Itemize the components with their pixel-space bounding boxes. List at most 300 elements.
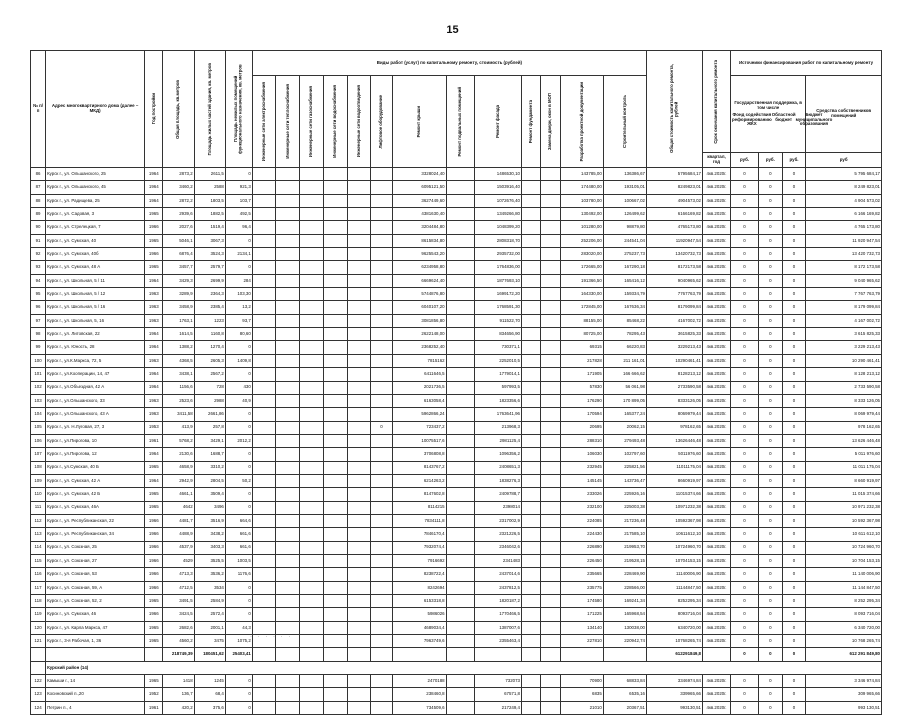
cell-found bbox=[521, 354, 540, 367]
cell-roof: 6153318,8 bbox=[392, 595, 446, 608]
cell-base bbox=[446, 608, 474, 621]
cell-term: 4кв.2020г. bbox=[703, 434, 731, 447]
cell-total: 11920947,54 bbox=[647, 234, 703, 247]
cell-base bbox=[446, 234, 474, 247]
cell-e2 bbox=[276, 434, 300, 447]
cell-addr: Курск г., ул. Сумская, 46 bbox=[46, 608, 145, 621]
cell-e3 bbox=[300, 274, 324, 287]
cell-e3 bbox=[300, 234, 324, 247]
cell-facade: 217249,4 bbox=[474, 701, 521, 714]
table-row bbox=[31, 408, 882, 421]
cell-s2: 0 bbox=[759, 408, 783, 421]
cell-facade: 1823356,6 bbox=[474, 394, 521, 407]
cell-lift bbox=[371, 474, 393, 487]
cell-e4 bbox=[323, 461, 347, 474]
cell-a3: 1003,5 bbox=[225, 554, 252, 567]
cell-proj: 224430 bbox=[560, 528, 603, 541]
cell-n: 93 bbox=[31, 261, 46, 274]
cell-base bbox=[446, 301, 474, 314]
cell-lift bbox=[371, 461, 393, 474]
cell-e2 bbox=[276, 541, 300, 554]
cell-facade: 2355463,4 bbox=[474, 635, 521, 648]
cell-found bbox=[521, 595, 540, 608]
cell-facade: 730371,1 bbox=[474, 341, 521, 354]
cell-proj: 235775 bbox=[560, 581, 603, 594]
cell-base bbox=[446, 688, 474, 701]
header-work-project: Разработка проектной документации bbox=[560, 76, 603, 168]
cell-e3 bbox=[300, 501, 324, 514]
cell-roof: 4689034,4 bbox=[392, 621, 446, 634]
cell-total: 6166169,82 bbox=[647, 208, 703, 221]
cell-e2 bbox=[276, 208, 300, 221]
cell-facade: 2408651,3 bbox=[474, 461, 521, 474]
cell-total: 993130,51 bbox=[647, 701, 703, 714]
cell-n: 111 bbox=[31, 501, 46, 514]
cell-a2: 257,8 bbox=[194, 421, 225, 434]
cell-doors bbox=[541, 488, 560, 501]
header-living-area: Площадь жилых частей здания, кв. метров bbox=[194, 51, 225, 168]
cell-e3 bbox=[300, 488, 324, 501]
table-row bbox=[31, 394, 882, 407]
cell-a2: 2611,5 bbox=[194, 168, 225, 181]
cell-lift bbox=[371, 341, 393, 354]
cell-term: 4кв.2020г. bbox=[703, 675, 731, 688]
cell-lift bbox=[371, 368, 393, 381]
cell-found bbox=[521, 688, 540, 701]
table-row bbox=[31, 688, 882, 701]
cell-found bbox=[521, 314, 540, 327]
subtotal-s3: 0 bbox=[782, 648, 806, 661]
cell-e3 bbox=[300, 595, 324, 608]
cell-a3: 0 bbox=[225, 461, 252, 474]
cell-proj: 233026 bbox=[560, 488, 603, 501]
cell-e2 bbox=[276, 621, 300, 634]
cell-a1: 2130,6 bbox=[163, 448, 194, 461]
cell-e4 bbox=[323, 541, 347, 554]
header-works-group: Виды работ (услуг) по капитальному ремонту, стоимость (рублей) bbox=[252, 51, 646, 76]
cell-lift bbox=[371, 568, 393, 581]
cell-facade: 67571,8 bbox=[474, 688, 521, 701]
cell-addr: Курск г., ул.Объездная, 42 А bbox=[46, 381, 145, 394]
cell-s3: 0 bbox=[782, 354, 806, 367]
cell-s1: 0 bbox=[731, 168, 759, 181]
cell-e4 bbox=[323, 701, 347, 714]
cell-a1: 413,9 bbox=[163, 421, 194, 434]
cell-s2: 0 bbox=[759, 394, 783, 407]
subtotal-s2: 0 bbox=[759, 648, 783, 661]
cell-e5 bbox=[347, 394, 371, 407]
cell-s1: 0 bbox=[731, 261, 759, 274]
cell-ctrl: 217236,48 bbox=[603, 514, 646, 527]
cell-lift bbox=[371, 541, 393, 554]
cell-e3 bbox=[300, 514, 324, 527]
cell-ctrl: 165377,24 bbox=[603, 408, 646, 421]
cell-doors bbox=[541, 474, 560, 487]
cell-e5 bbox=[347, 408, 371, 421]
cell-a1: 4712,5 bbox=[163, 581, 194, 594]
cell-term: 4кв.2020г. bbox=[703, 635, 731, 648]
cell-ctrl: 225926,16 bbox=[603, 488, 646, 501]
cell-e1 bbox=[252, 314, 276, 327]
cell-ctrl: 219528,15 bbox=[603, 554, 646, 567]
cell-year: 1964 bbox=[145, 194, 163, 207]
table-row bbox=[31, 528, 882, 541]
cell-total: 7767763,79 bbox=[647, 288, 703, 301]
cell-s3: 0 bbox=[782, 381, 806, 394]
cell-e5 bbox=[347, 168, 371, 181]
cell-found bbox=[521, 514, 540, 527]
cell-lift bbox=[371, 501, 393, 514]
cell-s1: 0 bbox=[731, 488, 759, 501]
cell-e1 bbox=[252, 421, 276, 434]
cell-a1: 5768,2 bbox=[163, 434, 194, 447]
cell-total: 8333126,05 bbox=[647, 394, 703, 407]
cell-e3 bbox=[300, 261, 324, 274]
cell-n: 110 bbox=[31, 488, 46, 501]
cell-facade: 213968,3 bbox=[474, 421, 521, 434]
cell-s1: 0 bbox=[731, 675, 759, 688]
cell-year: 1966 bbox=[145, 608, 163, 621]
cell-own: 8 252 295,34 bbox=[806, 595, 882, 608]
cell-e2 bbox=[276, 221, 300, 234]
cell-lift bbox=[371, 394, 393, 407]
cell-found bbox=[521, 568, 540, 581]
cell-roof: 3627449,60 bbox=[392, 194, 446, 207]
cell-lift bbox=[371, 528, 393, 541]
cell-roof: 5986026 bbox=[392, 608, 446, 621]
cell-s1: 0 bbox=[731, 288, 759, 301]
cell-a3: 0 bbox=[225, 688, 252, 701]
cell-e2 bbox=[276, 314, 300, 327]
cell-addr: Курск г., ул. Радищева, 25 bbox=[46, 194, 145, 207]
cell-own: 8 172 173,58 bbox=[806, 261, 882, 274]
cell-doors bbox=[541, 368, 560, 381]
cell-ctrl: 85468,22 bbox=[603, 314, 646, 327]
cell-a3: 0 bbox=[225, 581, 252, 594]
cell-addr: Курск г., ул. Школьная, 5 / 12 bbox=[46, 288, 145, 301]
cell-own: 4 167 002,72 bbox=[806, 314, 882, 327]
header-address: Адрес многоквартирного дома (далее – МКД) bbox=[46, 51, 145, 168]
cell-a1: 1156,6 bbox=[163, 381, 194, 394]
cell-own: 10 611 612,10 bbox=[806, 528, 882, 541]
cell-s3: 0 bbox=[782, 581, 806, 594]
cell-ctrl: 219953,70 bbox=[603, 541, 646, 554]
scan-marks: · · · · · · bbox=[250, 634, 293, 640]
cell-own: 10 704 153,15 bbox=[806, 554, 882, 567]
cell-a1: 4481,7 bbox=[163, 514, 194, 527]
cell-a2: 2584,9 bbox=[194, 595, 225, 608]
cell-e3 bbox=[300, 341, 324, 354]
subtotal-base bbox=[446, 648, 474, 661]
cell-e2 bbox=[276, 448, 300, 461]
cell-e2 bbox=[276, 368, 300, 381]
cell-e3 bbox=[300, 675, 324, 688]
cell-a2: 2001,1 bbox=[194, 621, 225, 634]
cell-a1: 4537,9 bbox=[163, 541, 194, 554]
cell-s1: 0 bbox=[731, 514, 759, 527]
cell-own: 10 290 461,41 bbox=[806, 354, 882, 367]
cell-doors bbox=[541, 301, 560, 314]
cell-base bbox=[446, 341, 474, 354]
cell-year: 1965 bbox=[145, 234, 163, 247]
cell-a1: 420,2 bbox=[163, 701, 194, 714]
cell-year: 1965 bbox=[145, 461, 163, 474]
subtotal-a1: 218749,39 bbox=[163, 648, 194, 661]
cell-facade: 732073 bbox=[474, 675, 521, 688]
cell-a2: 68,4 bbox=[194, 688, 225, 701]
cell-year: 1964 bbox=[145, 368, 163, 381]
cell-a2: 1223 bbox=[194, 314, 225, 327]
cell-a2: 2364,3 bbox=[194, 288, 225, 301]
cell-a3: 103,7 bbox=[225, 194, 252, 207]
capital-repair-table bbox=[30, 50, 882, 715]
cell-own: 11 144 847,50 bbox=[806, 581, 882, 594]
cell-year: 1963 bbox=[145, 314, 163, 327]
cell-doors bbox=[541, 328, 560, 341]
cell-e4 bbox=[323, 514, 347, 527]
cell-n: 95 bbox=[31, 288, 46, 301]
cell-e5 bbox=[347, 675, 371, 688]
cell-facade: 1779014,1 bbox=[474, 368, 521, 381]
cell-a3: 661,6 bbox=[225, 541, 252, 554]
cell-total: 3615825,33 bbox=[647, 328, 703, 341]
cell-lift bbox=[371, 621, 393, 634]
cell-total: 11015374,66 bbox=[647, 488, 703, 501]
cell-proj: 143785,00 bbox=[560, 168, 603, 181]
cell-s3: 0 bbox=[782, 461, 806, 474]
cell-ctrl: 169241,34 bbox=[603, 595, 646, 608]
cell-n: 115 bbox=[31, 554, 46, 567]
cell-lift bbox=[371, 554, 393, 567]
cell-e2 bbox=[276, 341, 300, 354]
subtotal-proj bbox=[560, 648, 603, 661]
cell-s1: 0 bbox=[731, 635, 759, 648]
cell-e5 bbox=[347, 434, 371, 447]
cell-e4 bbox=[323, 621, 347, 634]
header-year: Год постройки bbox=[145, 51, 163, 168]
cell-e3 bbox=[300, 221, 324, 234]
cell-s1: 0 bbox=[731, 434, 759, 447]
cell-s3: 0 bbox=[782, 301, 806, 314]
cell-e2 bbox=[276, 274, 300, 287]
cell-e5 bbox=[347, 354, 371, 367]
cell-facade: 1763641,96 bbox=[474, 408, 521, 421]
cell-own: 4 765 173,80 bbox=[806, 221, 882, 234]
cell-found bbox=[521, 208, 540, 221]
cell-facade: 1486530,10 bbox=[474, 168, 521, 181]
cell-own: 5 795 684,17 bbox=[806, 168, 882, 181]
cell-n: 104 bbox=[31, 408, 46, 421]
cell-ctrl: 56 061,98 bbox=[603, 381, 646, 394]
cell-lift bbox=[371, 234, 393, 247]
cell-e1 bbox=[252, 408, 276, 421]
cell-base bbox=[446, 354, 474, 367]
cell-found bbox=[521, 261, 540, 274]
cell-a2: 3525,5 bbox=[194, 554, 225, 567]
cell-base bbox=[446, 328, 474, 341]
subtotal-n bbox=[31, 648, 46, 661]
table-row bbox=[31, 701, 882, 714]
cell-e2 bbox=[276, 194, 300, 207]
table-row bbox=[31, 221, 882, 234]
cell-e1 bbox=[252, 568, 276, 581]
cell-doors bbox=[541, 514, 560, 527]
cell-doors bbox=[541, 461, 560, 474]
cell-e3 bbox=[300, 181, 324, 194]
cell-e1 bbox=[252, 208, 276, 221]
cell-addr: Косиновский п.,20 bbox=[46, 688, 145, 701]
cell-facade: 2321226,5 bbox=[474, 528, 521, 541]
cell-e4 bbox=[323, 434, 347, 447]
cell-a2: 3496 bbox=[194, 501, 225, 514]
cell-doors bbox=[541, 635, 560, 648]
table-body bbox=[31, 168, 882, 715]
cell-found bbox=[521, 248, 540, 261]
cell-base bbox=[446, 541, 474, 554]
cell-addr: Курск г., ул. Сумская, 40б bbox=[46, 248, 145, 261]
cell-e4 bbox=[323, 314, 347, 327]
cell-a1: 2942,9 bbox=[163, 474, 194, 487]
cell-term: 4кв.2020г. bbox=[703, 474, 731, 487]
cell-e4 bbox=[323, 328, 347, 341]
cell-found bbox=[521, 288, 540, 301]
cell-a1: 4368,5 bbox=[163, 354, 194, 367]
cell-found bbox=[521, 554, 540, 567]
cell-a1: 4658,9 bbox=[163, 461, 194, 474]
cell-lift bbox=[371, 354, 393, 367]
cell-e5 bbox=[347, 608, 371, 621]
cell-ctrl: 165968,54 bbox=[603, 608, 646, 621]
cell-a1: 1418 bbox=[163, 675, 194, 688]
cell-ctrl: 167636,34 bbox=[603, 301, 646, 314]
cell-year: 1965 bbox=[145, 261, 163, 274]
cell-s3: 0 bbox=[782, 568, 806, 581]
cell-s1: 0 bbox=[731, 234, 759, 247]
cell-e5 bbox=[347, 701, 371, 714]
table-row bbox=[31, 421, 882, 434]
cell-doors bbox=[541, 568, 560, 581]
cell-proj: 232100 bbox=[560, 501, 603, 514]
table-row bbox=[31, 434, 882, 447]
table-row bbox=[31, 261, 882, 274]
cell-total: 11144847,50 bbox=[647, 581, 703, 594]
cell-ctrl: 166 666,62 bbox=[603, 368, 646, 381]
cell-addr: Курск г., ул. Школьная, 5 / 16 bbox=[46, 301, 145, 314]
cell-ctrl: 68833,84 bbox=[603, 675, 646, 688]
cell-e3 bbox=[300, 541, 324, 554]
cell-a3: 664,6 bbox=[225, 514, 252, 527]
cell-doors bbox=[541, 354, 560, 367]
cell-ctrl: 66220,83 bbox=[603, 341, 646, 354]
cell-a2: 3534 bbox=[194, 581, 225, 594]
cell-addr: Курск г., ул.Пирогова, 12 bbox=[46, 448, 145, 461]
cell-addr: Курск г., ул. Союзная, 53 bbox=[46, 568, 145, 581]
cell-term: 4кв.2020г. bbox=[703, 221, 731, 234]
cell-total: 9040965,62 bbox=[647, 274, 703, 287]
cell-lift bbox=[371, 261, 393, 274]
cell-addr: Курск г., ул. Стрелецкая, 7 bbox=[46, 221, 145, 234]
section-title: Курский район (14) bbox=[46, 661, 882, 674]
cell-n: 120 bbox=[31, 621, 46, 634]
cell-ctrl: 165416,12 bbox=[603, 274, 646, 287]
cell-year: 1966 bbox=[145, 528, 163, 541]
cell-roof: 3081856,80 bbox=[392, 314, 446, 327]
header-work-doors: Замена двери, окон в МОП bbox=[541, 76, 560, 168]
cell-year: 1966 bbox=[145, 541, 163, 554]
cell-proj: 224085 bbox=[560, 514, 603, 527]
cell-a3: 103,30 bbox=[225, 288, 252, 301]
cell-base bbox=[446, 554, 474, 567]
cell-e1 bbox=[252, 274, 276, 287]
cell-e3 bbox=[300, 528, 324, 541]
cell-term: 4кв.2020г. bbox=[703, 208, 731, 221]
table-row bbox=[31, 168, 882, 181]
cell-a2: 1803,5 bbox=[194, 194, 225, 207]
cell-ctrl: 98879,80 bbox=[603, 221, 646, 234]
cell-total: 8660919,97 bbox=[647, 474, 703, 487]
cell-total: 10971232,38 bbox=[647, 501, 703, 514]
cell-facade: 1699172,20 bbox=[474, 288, 521, 301]
cell-found bbox=[521, 474, 540, 487]
cell-a2: 1160,8 bbox=[194, 328, 225, 341]
table-row bbox=[31, 248, 882, 261]
cell-e3 bbox=[300, 301, 324, 314]
cell-e3 bbox=[300, 381, 324, 394]
cell-year: 1965 bbox=[145, 595, 163, 608]
cell-e5 bbox=[347, 595, 371, 608]
header-work-control: Строительный контроль bbox=[603, 76, 646, 168]
cell-doors bbox=[541, 341, 560, 354]
cell-n: 119 bbox=[31, 608, 46, 621]
cell-addr: Курск г., ул. Республиканская, 22 bbox=[46, 514, 145, 527]
cell-n: 112 bbox=[31, 514, 46, 527]
cell-a1: 3460,2 bbox=[163, 181, 194, 194]
cell-doors bbox=[541, 234, 560, 247]
cell-e3 bbox=[300, 328, 324, 341]
cell-s2: 0 bbox=[759, 608, 783, 621]
cell-e5 bbox=[347, 368, 371, 381]
cell-a1: 2872,2 bbox=[163, 194, 194, 207]
cell-facade: 1770466,5 bbox=[474, 608, 521, 621]
cell-s3: 0 bbox=[782, 621, 806, 634]
cell-found bbox=[521, 501, 540, 514]
cell-e4 bbox=[323, 394, 347, 407]
cell-s3: 0 bbox=[782, 688, 806, 701]
cell-ctrl: 279493,48 bbox=[603, 434, 646, 447]
cell-n: 124 bbox=[31, 701, 46, 714]
cell-s3: 0 bbox=[782, 274, 806, 287]
cell-facade: 2341483 bbox=[474, 554, 521, 567]
cell-own: 10 724 960,70 bbox=[806, 541, 882, 554]
cell-roof: 8147602,8 bbox=[392, 488, 446, 501]
cell-s2: 0 bbox=[759, 621, 783, 634]
cell-e3 bbox=[300, 354, 324, 367]
cell-term: 4кв.2020г. bbox=[703, 261, 731, 274]
cell-proj: 176290 bbox=[560, 394, 603, 407]
cell-a3: 661,6 bbox=[225, 528, 252, 541]
cell-doors bbox=[541, 314, 560, 327]
cell-ctrl: 6535,16 bbox=[603, 688, 646, 701]
cell-a3: 0 bbox=[225, 488, 252, 501]
cell-a3: 0 bbox=[225, 608, 252, 621]
cell-e4 bbox=[323, 554, 347, 567]
cell-lift bbox=[371, 248, 393, 261]
cell-roof: 8114215 bbox=[392, 501, 446, 514]
cell-term: 4кв.2020г. bbox=[703, 314, 731, 327]
cell-proj: 130492,00 bbox=[560, 208, 603, 221]
cell-e1 bbox=[252, 595, 276, 608]
cell-ctrl: 228566,00 bbox=[603, 581, 646, 594]
